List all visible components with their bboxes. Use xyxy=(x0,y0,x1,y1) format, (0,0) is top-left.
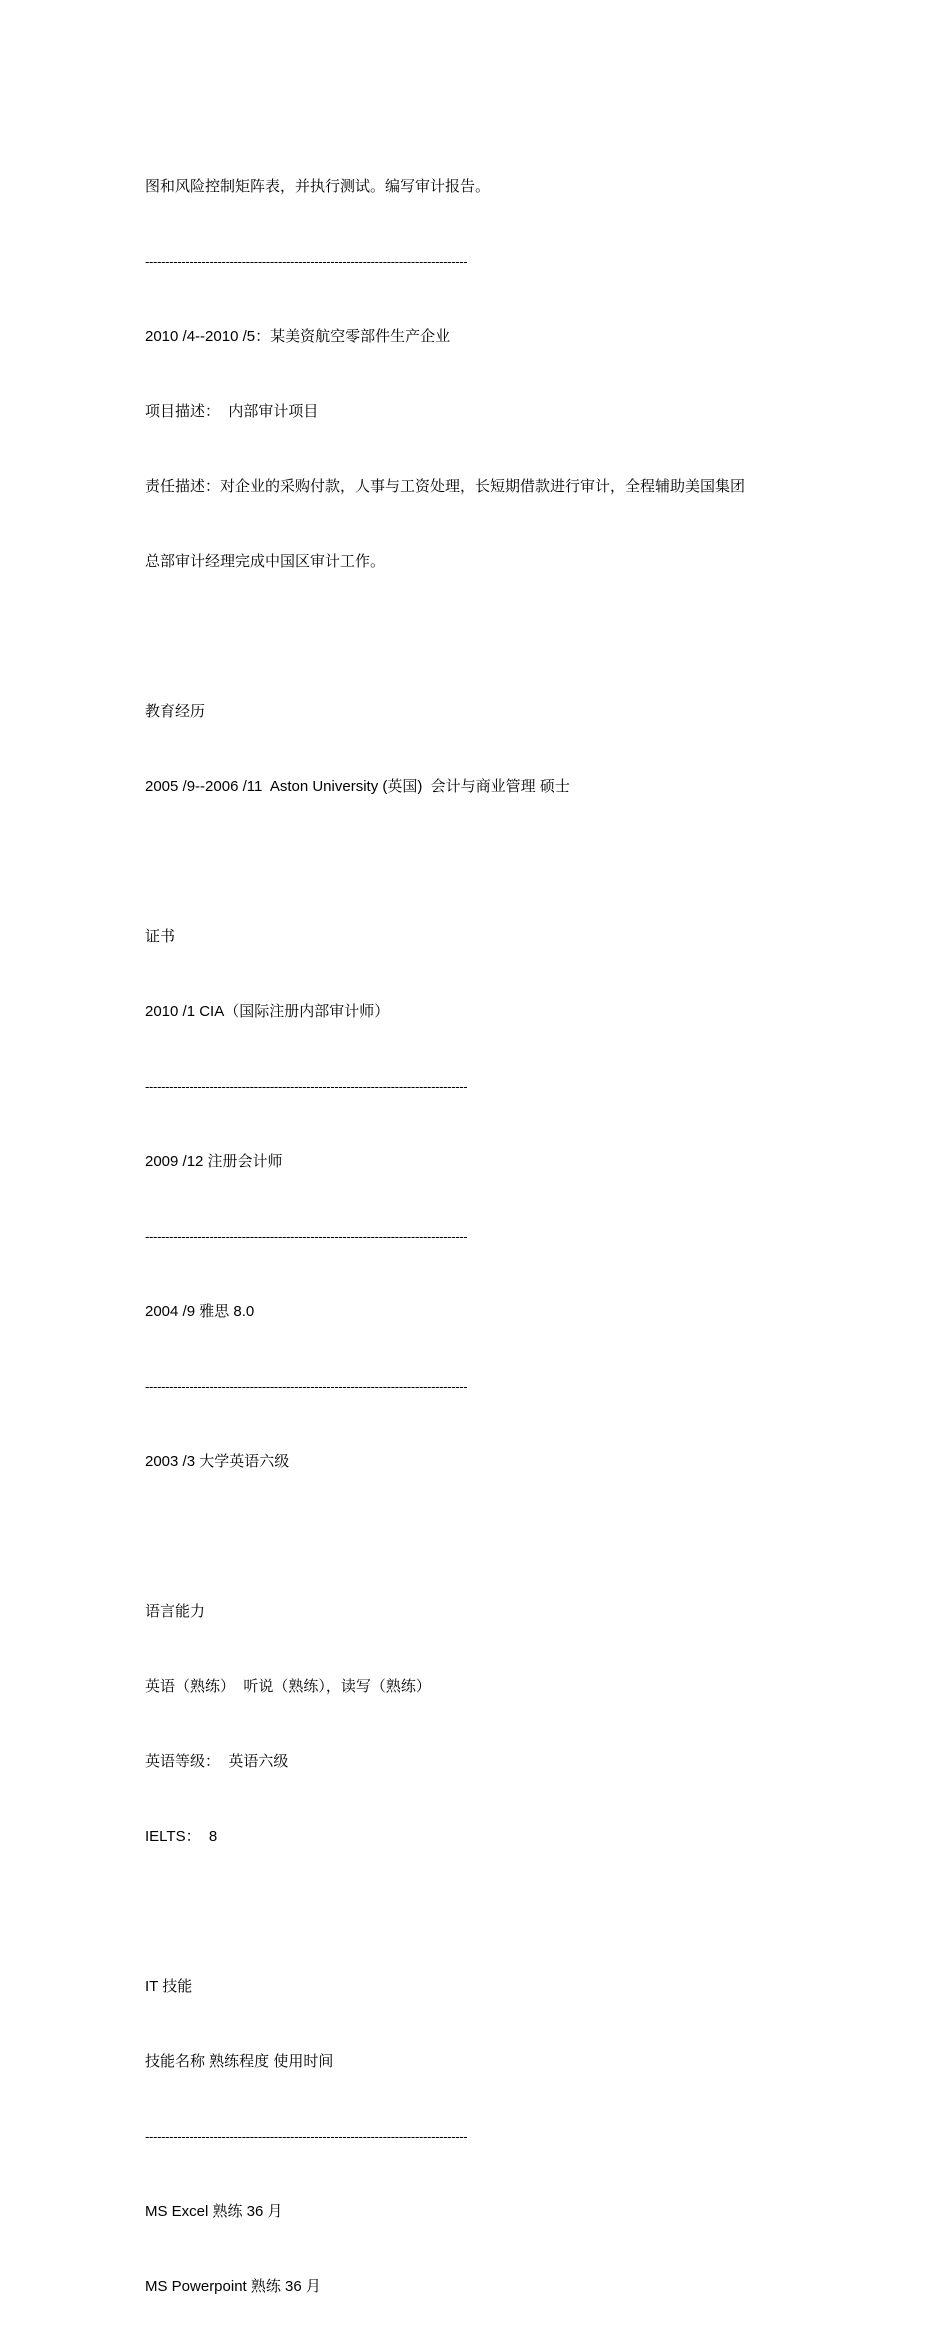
language-heading: 语言能力 xyxy=(145,1603,206,1620)
it-skills-heading: IT 技能 xyxy=(145,1978,193,1995)
skills-table-header: 技能名称 熟练程度 使用时间 xyxy=(145,2053,334,2070)
responsibility-continuation-line: 总部审计经理完成中国区审计工作。 xyxy=(145,553,386,570)
audit-report-line: 图和风险控制矩阵表，并执行测试。编写审计报告。 xyxy=(145,178,491,195)
work-period-line: 2010 /4--2010 /5：某美资航空零部件生产企业 xyxy=(145,328,451,345)
language-proficiency-line: 英语（熟练） 听说（熟练），读写（熟练） xyxy=(145,1678,431,1695)
english-level-line: 英语等级： 英语六级 xyxy=(145,1753,289,1770)
certificates-heading: 证书 xyxy=(145,928,176,945)
divider-line: -------------------------------------------------------------------------------- xyxy=(145,1079,468,1094)
blank-line xyxy=(145,1524,825,1549)
education-heading: 教育经历 xyxy=(145,703,206,720)
responsibility-description-line: 责任描述：对企业的采购付款，人事与工资处理，长短期借款进行审计，全程辅助美国集团 xyxy=(145,478,746,495)
blank-line xyxy=(145,624,825,649)
resume-content xyxy=(145,124,825,2349)
certificate-entry: 2010 /1 CIA（国际注册内部审计师） xyxy=(145,1003,390,1020)
education-entry: 2005 /9--2006 /11 Aston University (英国) 会计与商业管理 硕士 xyxy=(145,778,570,795)
divider-line: -------------------------------------------------------------------------------- xyxy=(145,1379,468,1394)
blank-line xyxy=(145,849,825,874)
certificate-entry: 2004 /9 雅思 8.0 xyxy=(145,1303,255,1320)
certificate-entry: 2009 /12 注册会计师 xyxy=(145,1153,283,1170)
project-description-line: 项目描述： 内部审计项目 xyxy=(145,403,319,420)
divider-line: -------------------------------------------------------------------------------- xyxy=(145,254,468,269)
certificate-entry: 2003 /3 大学英语六级 xyxy=(145,1453,290,1470)
skill-row: MS Powerpoint 熟练 36 月 xyxy=(145,2278,321,2295)
divider-line: -------------------------------------------------------------------------------- xyxy=(145,2129,468,2144)
divider-line: -------------------------------------------------------------------------------- xyxy=(145,1229,468,1244)
ielts-line: IELTS： 8 xyxy=(145,1828,218,1845)
blank-line xyxy=(145,1899,825,1924)
skill-row: MS Excel 熟练 36 月 xyxy=(145,2203,283,2220)
